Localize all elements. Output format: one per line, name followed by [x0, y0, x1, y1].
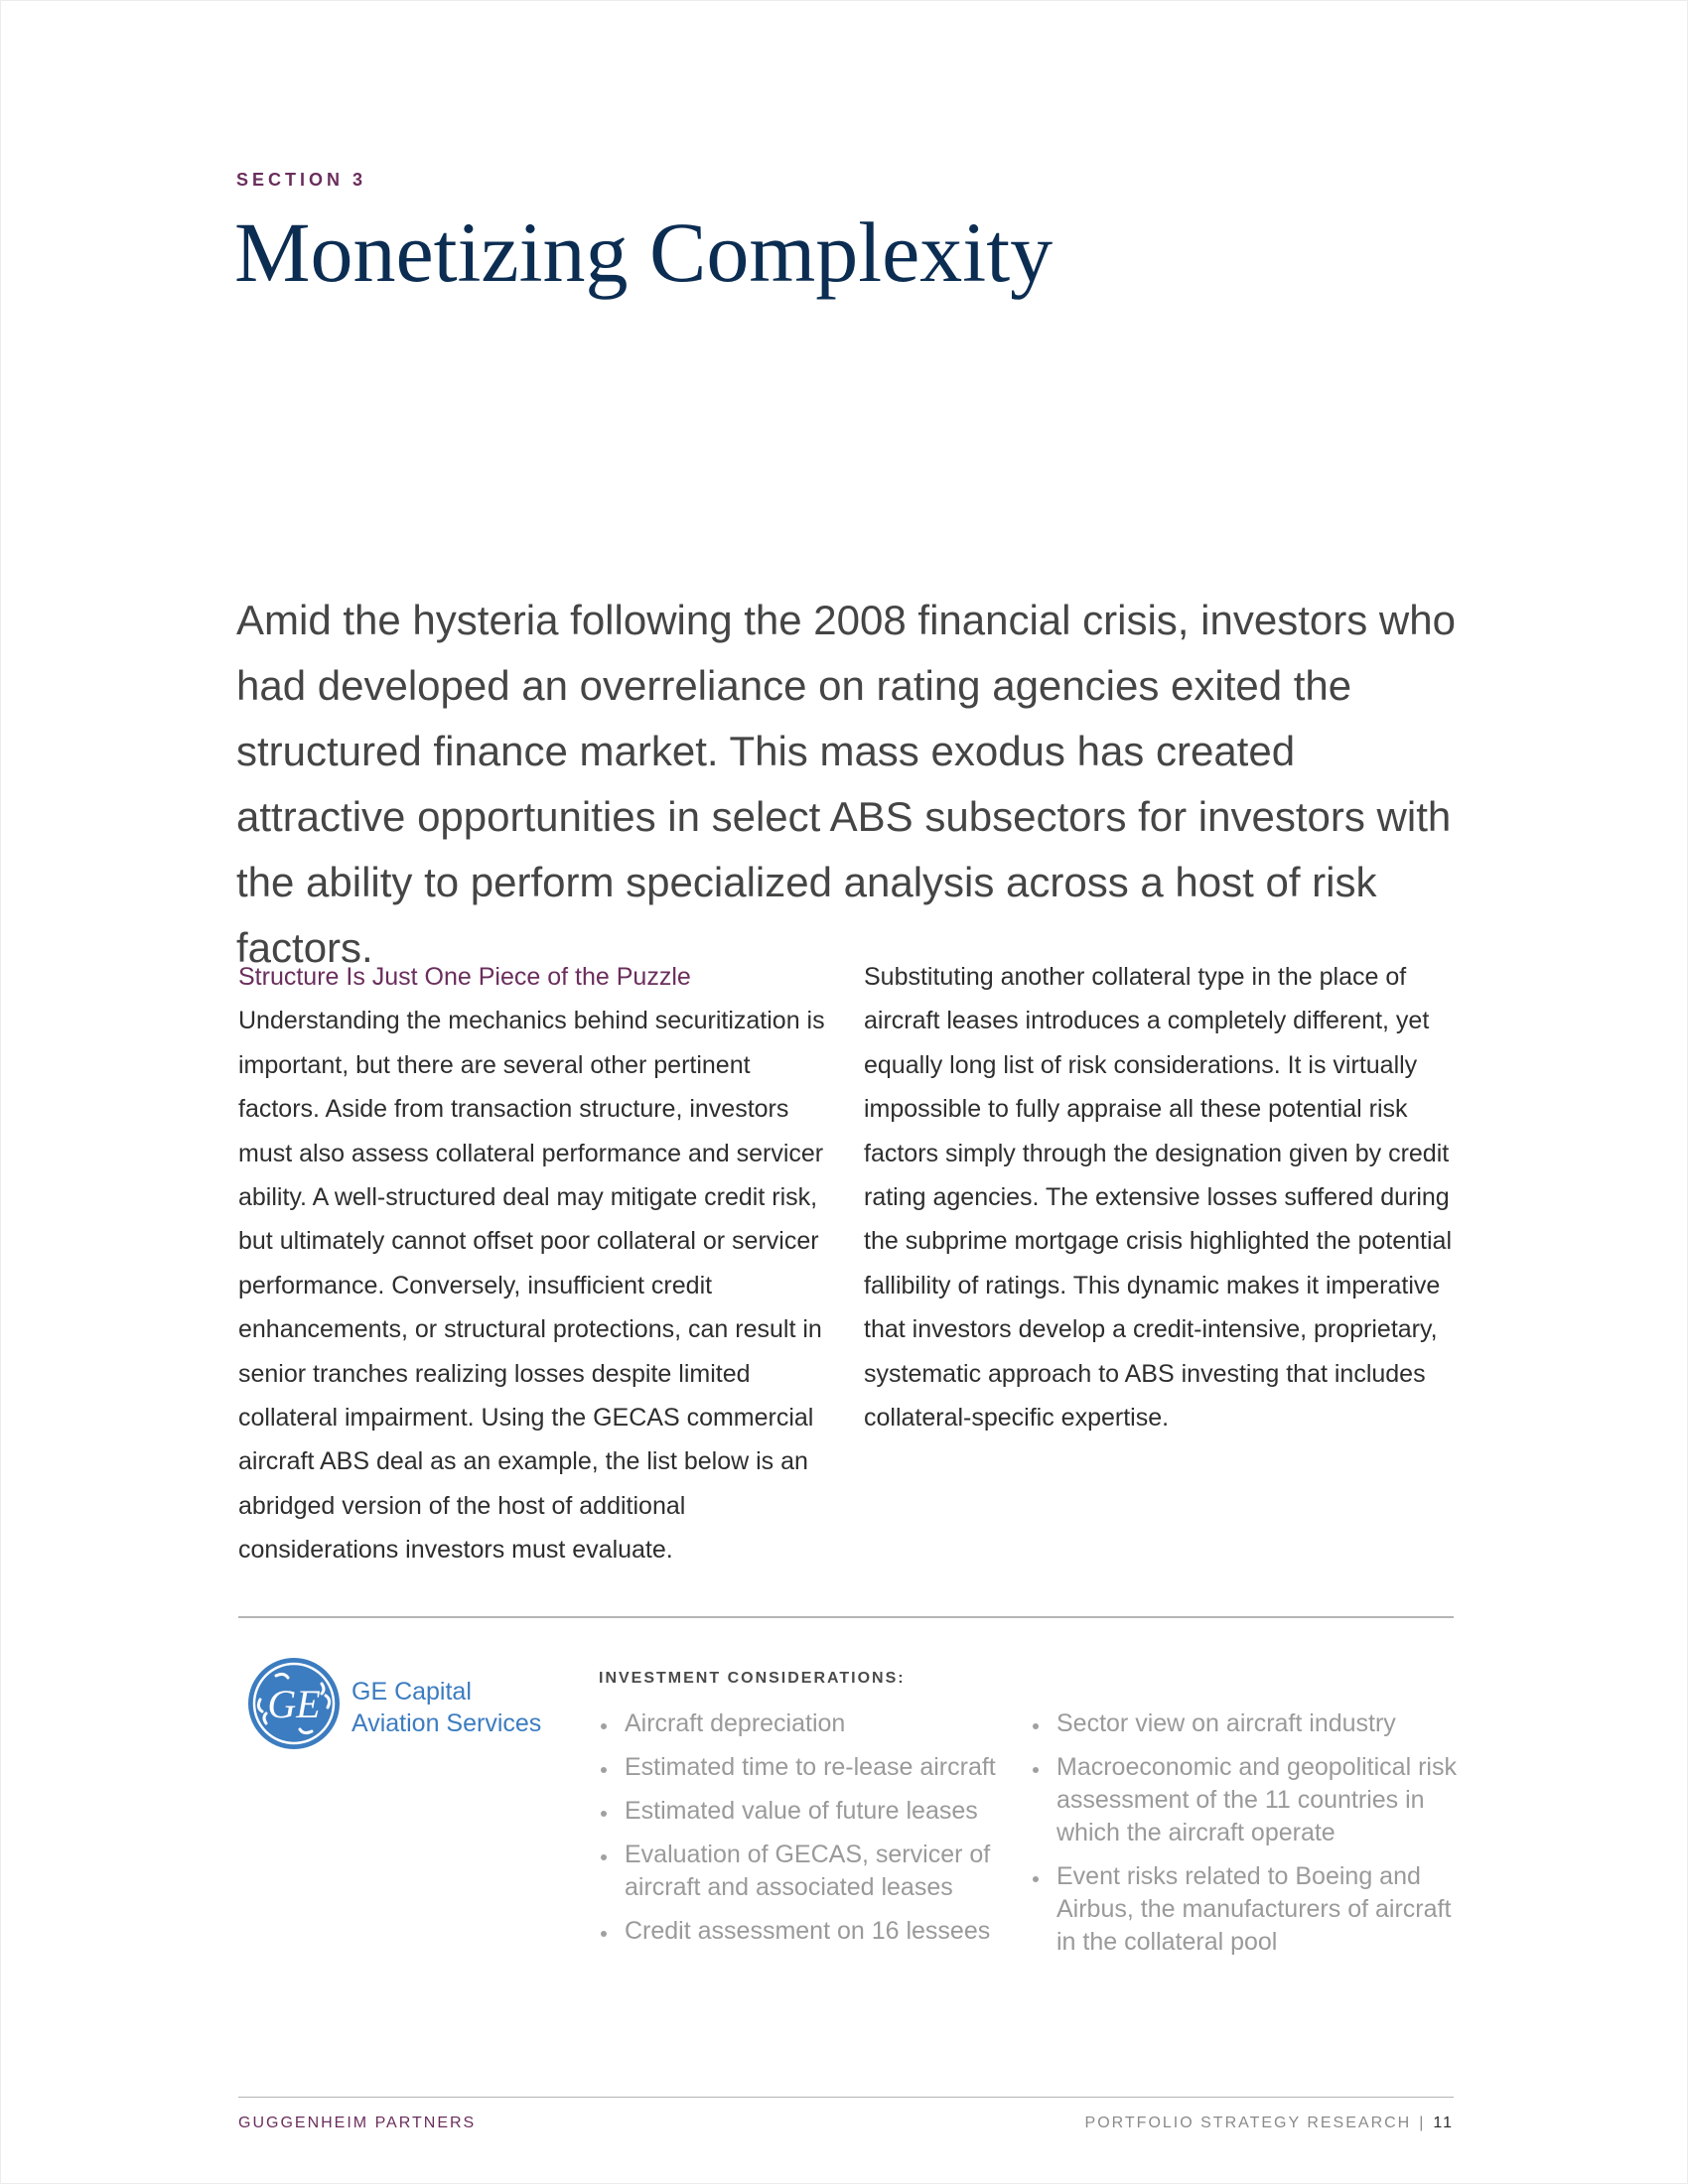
- list-item: Sector view on aircraft industry: [1031, 1707, 1468, 1740]
- list-item: Event risks related to Boeing and Airbus, the manufacturers of aircraft in the collateral pool: [1031, 1860, 1468, 1959]
- logo-line-2: Aviation Services: [352, 1709, 542, 1737]
- logo-wordmark: [352, 1676, 541, 1739]
- footer-publication: PORTFOLIO STRATEGY RESEARCH: [1084, 2115, 1412, 2131]
- footer-publisher: GUGGENHEIM PARTNERS: [238, 2115, 477, 2131]
- list-item: Estimated time to re-lease aircraft: [599, 1751, 1016, 1784]
- ge-monogram-icon: [246, 1656, 342, 1751]
- page-title: Monetizing Complexity: [234, 205, 1054, 300]
- considerations-list-right: [1031, 1707, 1468, 1970]
- footer-divider: [238, 2097, 1454, 2098]
- footer-separator: |: [1419, 2115, 1426, 2131]
- list-item: Evaluation of GECAS, servicer of aircraft and associated leases: [599, 1839, 1016, 1904]
- ge-capital-logo: [246, 1656, 564, 1755]
- left-column-heading: Structure Is Just One Piece of the Puzzle: [238, 963, 691, 991]
- logo-line-1: GE Capital: [352, 1678, 472, 1706]
- page-number: 11: [1433, 2115, 1454, 2131]
- investment-considerations-heading: INVESTMENT CONSIDERATIONS:: [599, 1670, 906, 1687]
- svg-text:GE: GE: [267, 1682, 321, 1726]
- left-column-body: Understanding the mechanics behind securitization is important, but there are several other pertinent factors. Aside from transaction structure, investors must also assess collateral performance and servicer ability. A well-structured deal may mitigate credit risk, but ultimately cannot offset poor collateral or servicer performance. Conversely, insufficient credit enhancements, or structural protections, can result in senior tranches realizing losses despite limited collateral impairment. Using the GECAS commercial aircraft ABS deal as an example, the list below is an abridged version of the host of additional considerations investors must evaluate.: [238, 1007, 825, 1565]
- right-column: [864, 955, 1472, 1439]
- section-divider: [238, 1616, 1454, 1618]
- section-label: SECTION 3: [236, 170, 367, 190]
- right-column-body: Substituting another collateral type in the place of aircraft leases introduces a completely different, yet equally long list of risk considerations. It is virtually impossible to fully appraise all these potential risk factors simply through the designation given by credit rating agencies. The extensive losses suffered during the subprime mortgage crisis highlighted the potential fallibility of ratings. This dynamic makes it imperative that investors develop a credit-intensive, proprietary, systematic approach to ABS investing that includes collateral-specific expertise.: [864, 963, 1453, 1433]
- considerations-list-left: [599, 1707, 1016, 1959]
- footer-info: [1085, 2115, 1454, 2132]
- list-item: Credit assessment on 16 lessees: [599, 1915, 1016, 1948]
- intro-paragraph: Amid the hysteria following the 2008 financial crisis, investors who had developed an overreliance on rating agencies exited the structured finance market. This mass exodus has created attractive opportunities in select ABS subsectors for investors with the ability to perform specialized analysis across a host of risk factors.: [236, 597, 1456, 971]
- list-item: Aircraft depreciation: [599, 1707, 1016, 1740]
- list-item: Estimated value of future leases: [599, 1795, 1016, 1828]
- left-column: [238, 955, 834, 1572]
- list-item: Macroeconomic and geopolitical risk assessment of the 11 countries in which the aircraft operate: [1031, 1751, 1468, 1849]
